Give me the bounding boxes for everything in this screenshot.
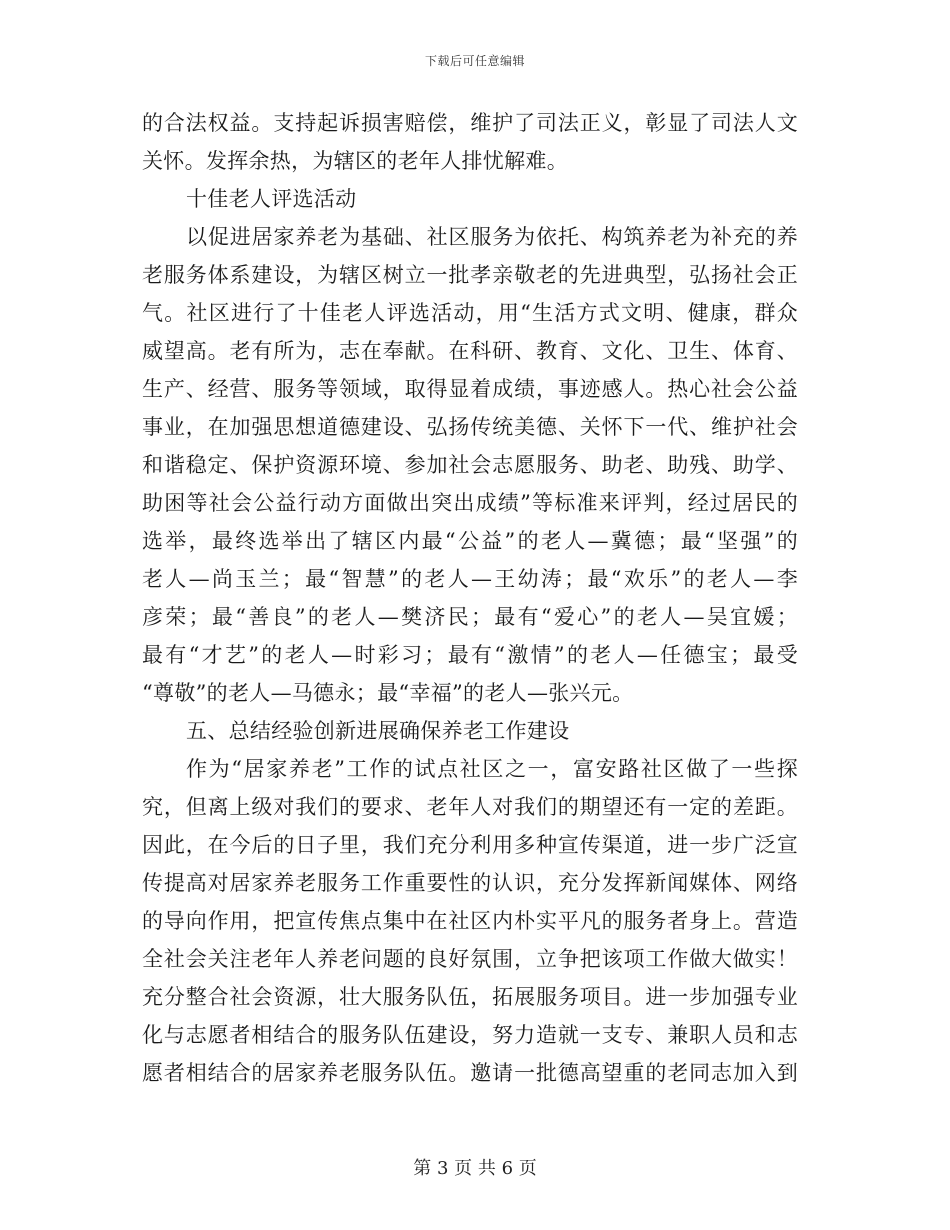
page-header-note: 下载后可任意编辑 xyxy=(424,54,525,68)
body-text-line: 威望高。老有所为，志在奉献。在科研、教育、文化、卫生、体育、 xyxy=(142,339,798,363)
body-text-line: 老服务体系建设，为辖区树立一批孝亲敬老的先进典型，弘扬社会正 xyxy=(142,263,798,287)
body-text-line: 全社会关注老年人养老问题的良好氛围，立争把该项工作做大做实！ xyxy=(142,947,798,971)
body-text-line: 作为“居家养老”工作的试点社区之一，富安路社区做了一些探 xyxy=(186,757,798,781)
body-text-line: 因此，在今后的日子里，我们充分利用多种宣传渠道，进一步广泛宣 xyxy=(142,833,798,857)
body-text-line: 老人—尚玉兰；最“智慧”的老人—王幼涛；最“欢乐”的老人—李 xyxy=(142,567,798,591)
body-text-line: 最有“才艺”的老人—时彩习；最有“激情”的老人—任德宝；最受 xyxy=(142,643,798,667)
body-text-line: 十佳老人评选活动 xyxy=(186,187,357,211)
body-text-line: 五、总结经验创新进展确保养老工作建设 xyxy=(186,719,570,743)
body-text-line: 以促进居家养老为基础、社区服务为依托、构筑养老为补充的养 xyxy=(186,225,798,249)
body-text-line: 助困等社会公益行动方面做出突出成绩”等标准来评判，经过居民的 xyxy=(142,491,798,515)
body-text-line: 选举，最终选举出了辖区内最“公益”的老人—冀德；最“坚强”的 xyxy=(142,529,798,553)
body-text-line: 传提高对居家养老服务工作重要性的认识，充分发挥新闻媒体、网络 xyxy=(142,871,798,895)
body-text-line: 事业，在加强思想道德建设、弘扬传统美德、关怀下一代、维护社会 xyxy=(142,415,798,439)
body-text-line: 彦荣；最“善良”的老人—樊济民；最有“爱心”的老人—吴宜媛； xyxy=(142,605,798,629)
body-text-line: 和谐稳定、保护资源环境、参加社会志愿服务、助老、助残、助学、 xyxy=(142,453,798,477)
body-text-line: 气。社区进行了十佳老人评选活动，用“生活方式文明、健康，群众 xyxy=(142,301,798,325)
body-text-line: 愿者相结合的居家养老服务队伍。邀请一批德高望重的老同志加入到 xyxy=(142,1061,798,1085)
body-text-line: 生产、经营、服务等领域，取得显着成绩，事迹感人。热心社会公益 xyxy=(142,377,798,401)
body-text-line: “尊敬”的老人—马德永；最“幸福”的老人—张兴元。 xyxy=(142,681,634,705)
body-text-line: 充分整合社会资源，壮大服务队伍，拓展服务项目。进一步加强专业 xyxy=(142,985,798,1009)
body-text-line: 的合法权益。支持起诉损害赔偿，维护了司法正义，彰显了司法人文 xyxy=(142,111,798,135)
document-body xyxy=(142,104,798,1092)
body-text-line: 的导向作用，把宣传焦点集中在社区内朴实平凡的服务者身上。营造 xyxy=(142,909,798,933)
body-text-line: 关怀。发挥余热，为辖区的老年人排忧解难。 xyxy=(142,149,568,173)
page-number: 第 3 页 共 6 页 xyxy=(413,1158,537,1179)
body-text-line: 化与志愿者相结合的服务队伍建设，努力造就一支专、兼职人员和志 xyxy=(142,1023,798,1047)
body-text-line: 究，但离上级对我们的要求、老年人对我们的期望还有一定的差距。 xyxy=(142,795,798,819)
